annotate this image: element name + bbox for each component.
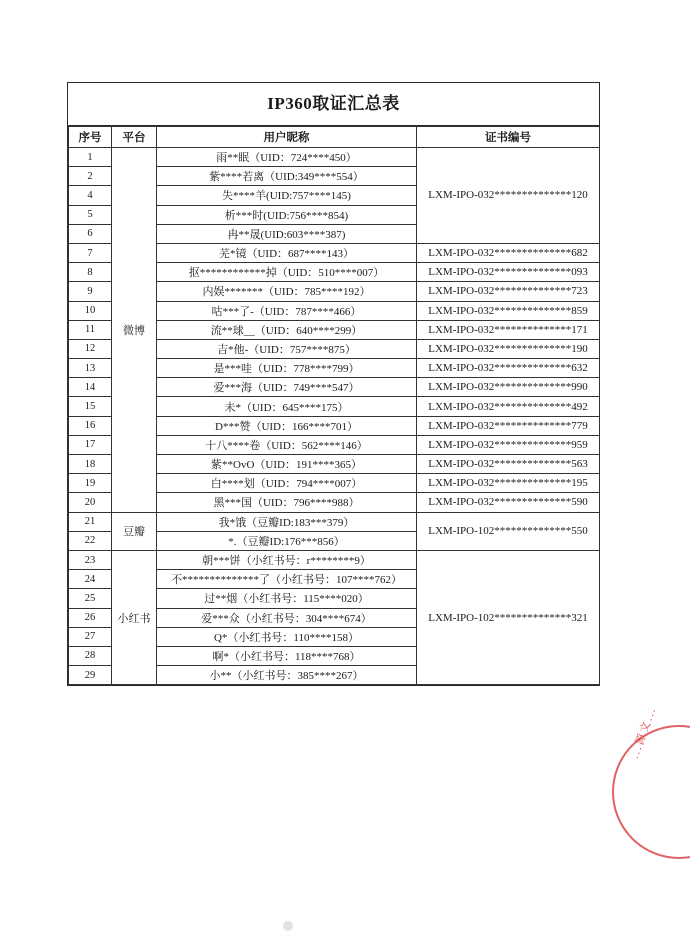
- row-nickname: D***赞（UID：166****701）: [157, 416, 417, 435]
- row-number: 18: [69, 455, 112, 474]
- row-number: 15: [69, 397, 112, 416]
- cert-number: LXM-IPO-032**************959: [417, 435, 600, 454]
- row-number: 28: [69, 646, 112, 665]
- row-number: 10: [69, 301, 112, 320]
- row-nickname: 爱***众（小红书号：304****674）: [157, 608, 417, 627]
- row-number: 29: [69, 666, 112, 685]
- evidence-table: [68, 126, 600, 685]
- row-nickname: 小**（小红书号：385****267）: [157, 666, 417, 685]
- row-nickname: 我*饿（豆瓣ID:183***379）: [157, 512, 417, 531]
- row-nickname: 紫****若离（UID:349****554）: [157, 167, 417, 186]
- document-title: IP360取证汇总表: [68, 83, 599, 126]
- cert-number: LXM-IPO-032**************190: [417, 339, 600, 358]
- table-header-row: [69, 127, 600, 148]
- cert-number: LXM-IPO-032**************990: [417, 378, 600, 397]
- header-cert: 证书编号: [417, 127, 600, 148]
- row-nickname: Q*（小红书号：110****158）: [157, 627, 417, 646]
- row-number: 7: [69, 243, 112, 262]
- row-number: 5: [69, 205, 112, 224]
- row-nickname: 未*（UID：645****175）: [157, 397, 417, 416]
- row-number: 4: [69, 186, 112, 205]
- cert-number: LXM-IPO-032**************859: [417, 301, 600, 320]
- row-nickname: 不**************了（小红书号：107****762）: [157, 570, 417, 589]
- row-number: 24: [69, 570, 112, 589]
- row-nickname: 紫**OvO（UID：191****365）: [157, 455, 417, 474]
- cert-number: LXM-IPO-032**************171: [417, 320, 600, 339]
- row-number: 26: [69, 608, 112, 627]
- row-number: 27: [69, 627, 112, 646]
- red-seal-stamp: [612, 725, 690, 859]
- row-nickname: 抠************掉（UID：510****007）: [157, 263, 417, 282]
- row-number: 2: [69, 167, 112, 186]
- table-row: [69, 550, 600, 569]
- row-nickname: 流**球__（UID：640****299）: [157, 320, 417, 339]
- seal-text: ...源文...: [628, 704, 659, 761]
- row-number: 16: [69, 416, 112, 435]
- row-number: 19: [69, 474, 112, 493]
- row-number: 17: [69, 435, 112, 454]
- row-nickname: 雨**眠（UID：724****450）: [157, 148, 417, 167]
- header-nickname: 用户昵称: [157, 127, 417, 148]
- row-number: 22: [69, 531, 112, 550]
- cert-number: LXM-IPO-032**************779: [417, 416, 600, 435]
- row-nickname: 内娱*******（UID：785****192）: [157, 282, 417, 301]
- row-number: 8: [69, 263, 112, 282]
- row-nickname: 吉*他-（UID：757****875）: [157, 339, 417, 358]
- cert-number: LXM-IPO-032**************563: [417, 455, 600, 474]
- row-number: 12: [69, 339, 112, 358]
- row-nickname: 过**烟（小红书号：115****020）: [157, 589, 417, 608]
- platform-xiaohongshu: 小红书: [112, 550, 157, 684]
- row-nickname: 是***哇（UID：778****799）: [157, 359, 417, 378]
- row-number: 14: [69, 378, 112, 397]
- row-nickname: 朝***饼（小红书号：r********9）: [157, 550, 417, 569]
- row-number: 6: [69, 224, 112, 243]
- table-row: [69, 148, 600, 167]
- row-number: 1: [69, 148, 112, 167]
- cert-number: LXM-IPO-032**************723: [417, 282, 600, 301]
- header-serial: 序号: [69, 127, 112, 148]
- row-nickname: 啊*（小红书号：118****768）: [157, 646, 417, 665]
- row-nickname: 冉**晟(UID:603****387): [157, 224, 417, 243]
- cert-number: LXM-IPO-032**************195: [417, 474, 600, 493]
- header-platform: 平台: [112, 127, 157, 148]
- row-nickname: 黑***国（UID：796****988）: [157, 493, 417, 512]
- row-number: 13: [69, 359, 112, 378]
- cert-number: LXM-IPO-102**************321: [417, 550, 600, 684]
- row-number: 20: [69, 493, 112, 512]
- cert-number: LXM-IPO-032**************093: [417, 263, 600, 282]
- row-nickname: 析***时(UID:756****854): [157, 205, 417, 224]
- row-nickname: 失****羊(UID:757****145): [157, 186, 417, 205]
- watermark-logo-icon: [283, 921, 293, 931]
- cert-number: LXM-IPO-032**************590: [417, 493, 600, 512]
- platform-weibo: 微博: [112, 148, 157, 513]
- cert-number: LXM-IPO-102**************550: [417, 512, 600, 550]
- row-number: 11: [69, 320, 112, 339]
- row-nickname: 爱***海（UID：749****547）: [157, 378, 417, 397]
- cert-number: LXM-IPO-032**************120: [417, 148, 600, 244]
- row-nickname: 白****划（UID：794****007）: [157, 474, 417, 493]
- row-nickname: 咕***了-（UID：787****466）: [157, 301, 417, 320]
- row-nickname: *.（豆瓣ID:176***856）: [157, 531, 417, 550]
- cert-number: LXM-IPO-032**************632: [417, 359, 600, 378]
- table-row: [69, 512, 600, 531]
- row-number: 21: [69, 512, 112, 531]
- watermark: [283, 919, 297, 932]
- platform-douban: 豆瓣: [112, 512, 157, 550]
- cert-number: LXM-IPO-032**************492: [417, 397, 600, 416]
- row-nickname: 十八****卷（UID：562****146）: [157, 435, 417, 454]
- evidence-summary-sheet: [67, 82, 600, 686]
- row-number: 9: [69, 282, 112, 301]
- row-number: 25: [69, 589, 112, 608]
- row-nickname: 芜*镜（UID：687****143）: [157, 243, 417, 262]
- row-number: 23: [69, 550, 112, 569]
- cert-number: LXM-IPO-032**************682: [417, 243, 600, 262]
